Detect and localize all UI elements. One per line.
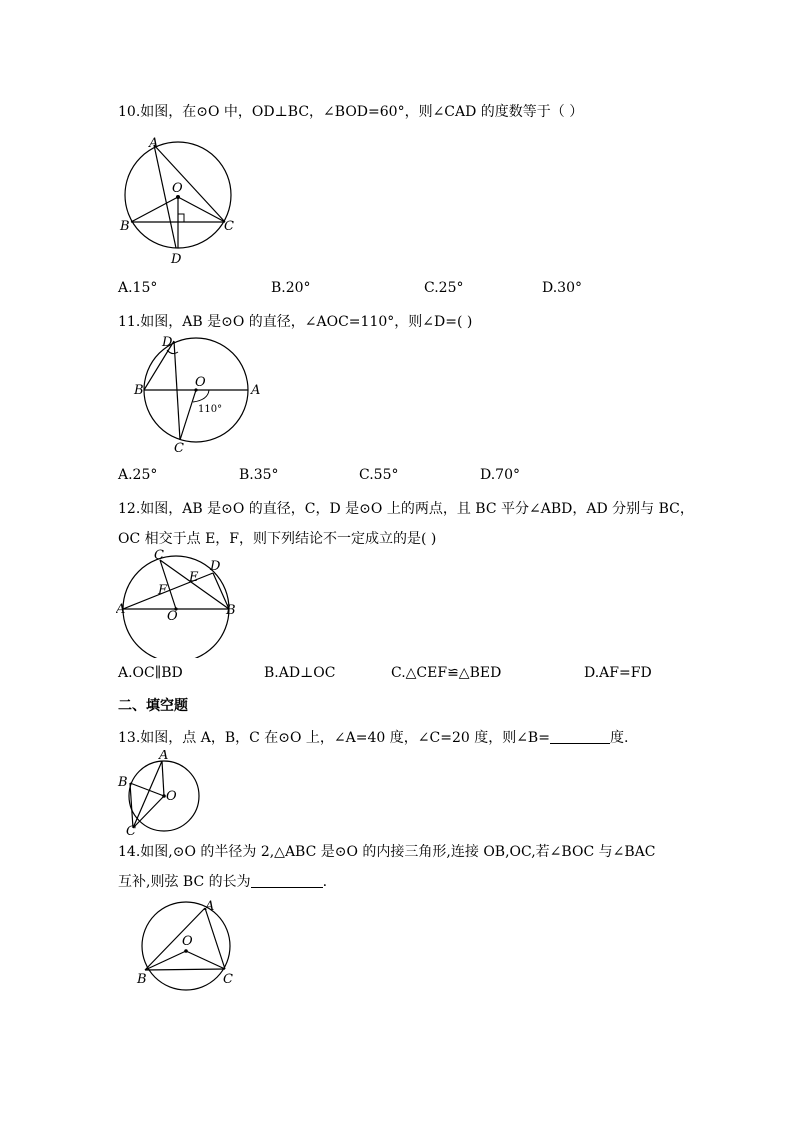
- q11-label-c: C: [174, 441, 184, 456]
- section-title: 二、填空题: [118, 698, 188, 714]
- q10-figure: [118, 132, 244, 268]
- q14-stem-line2: [118, 871, 327, 891]
- q11-label-b: B: [134, 383, 144, 398]
- q12-label-f: F: [158, 583, 168, 598]
- q10-label-d: D: [171, 252, 182, 267]
- q14-stem-line1: 14.如图,⊙O 的半径为 2,△ABC 是⊙O 的内接三角形,连接 OB,OC,若∠BOC 与∠BAC: [118, 844, 656, 860]
- q11-angle-label: 110°: [198, 404, 223, 415]
- q13-answer-blank[interactable]: [550, 729, 610, 744]
- q14-label-c: C: [223, 972, 233, 987]
- q12-stem-line1: 12.如图，AB 是⊙O 的直径，C，D 是⊙O 上的两点，且 BC 平分∠ABD，AD 分别与 BC，: [118, 501, 694, 517]
- q11-label-d: D: [162, 335, 173, 350]
- q10-stem: 10.如图，在⊙O 中，OD⊥BC，∠BOD=60°，则∠CAD 的度数等于（ ）: [118, 104, 584, 120]
- q12-label-a: A: [116, 602, 126, 617]
- q10-label-b: B: [120, 219, 130, 234]
- q14-answer-blank[interactable]: [251, 873, 323, 888]
- q12-label-e: E: [189, 570, 199, 585]
- q12-option-b: B.AD⊥OC: [264, 665, 336, 681]
- q11-figure: [132, 334, 264, 456]
- q13-stem-text: 13.如图，点 A，B，C 在⊙O 上，∠A=40 度，∠C=20 度，则∠B=: [118, 730, 550, 746]
- q13-stem: [118, 727, 628, 747]
- q13-label-o: O: [166, 789, 177, 804]
- q12-option-a: A.OC∥BD: [118, 665, 183, 681]
- q11-option-d: D.70°: [480, 467, 520, 483]
- q11-label-a: A: [251, 383, 261, 398]
- q11-option-a: A.25°: [118, 467, 158, 483]
- q11-stem: 11.如图，AB 是⊙O 的直径，∠AOC=110°，则∠D=( ): [118, 314, 473, 330]
- q11-option-c: C.55°: [359, 467, 399, 483]
- q10-label-a: A: [149, 136, 159, 151]
- q10-label-c: C: [224, 219, 234, 234]
- q14-label-o: O: [182, 934, 193, 949]
- q12-option-c: C.△CEF≌△BED: [391, 665, 502, 681]
- q14-label-a: A: [205, 899, 215, 914]
- q14-label-b: B: [137, 972, 147, 987]
- q11-option-b: B.35°: [239, 467, 279, 483]
- q12-label-c: C: [154, 548, 164, 563]
- q13-stem-suffix: 度.: [609, 730, 629, 746]
- q10-option-d: D.30°: [542, 280, 582, 296]
- q13-label-c: C: [126, 824, 136, 836]
- q12-label-o: O: [167, 609, 178, 624]
- q11-label-o: O: [195, 375, 206, 390]
- q12-figure: [116, 548, 240, 658]
- q10-label-o: O: [172, 181, 183, 196]
- q12-option-d: D.AF=FD: [584, 665, 652, 681]
- q12-stem-line2: OC 相交于点 E，F，则下列结论不一定成立的是( ): [118, 531, 437, 547]
- q10-option-b: B.20°: [271, 280, 311, 296]
- q12-label-d: D: [210, 559, 221, 574]
- q12-label-b: B: [226, 603, 236, 618]
- q13-figure: [116, 750, 206, 836]
- q10-option-a: A.15°: [118, 280, 158, 296]
- q14-figure: [132, 898, 244, 998]
- q14-stem-text: 互补,则弦 BC 的长为: [118, 874, 251, 890]
- q14-stem-suffix: .: [322, 874, 328, 890]
- q10-option-c: C.25°: [424, 280, 464, 296]
- q13-label-a: A: [159, 750, 169, 763]
- q13-label-b: B: [118, 775, 128, 790]
